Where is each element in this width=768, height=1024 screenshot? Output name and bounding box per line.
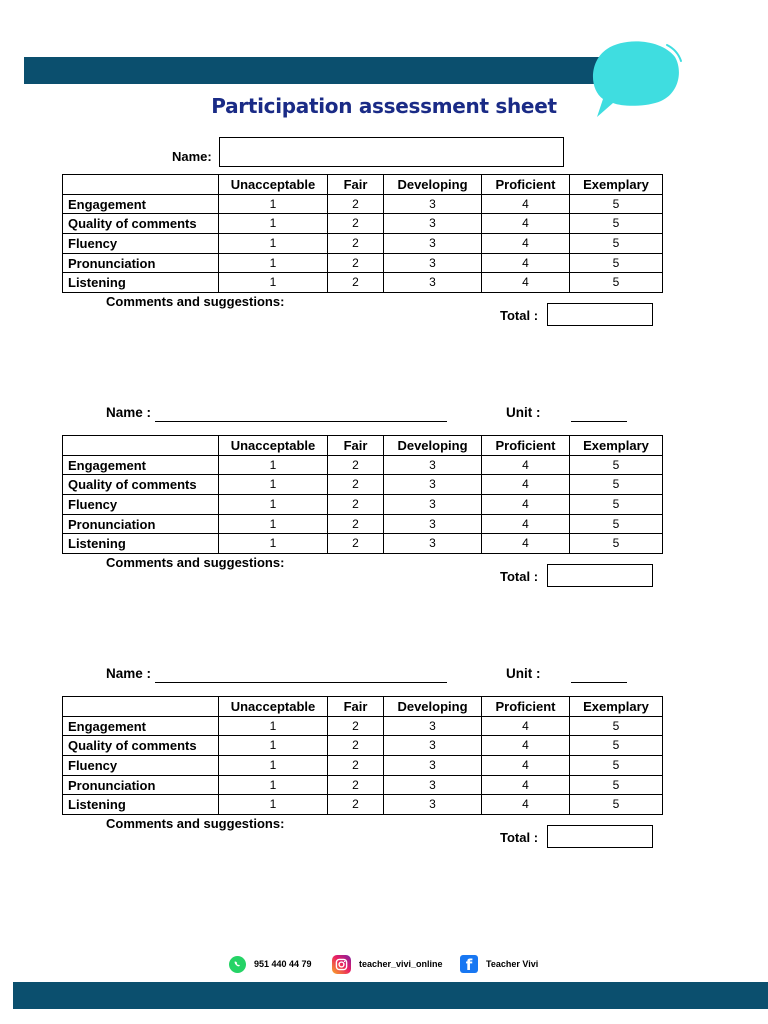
- score-cell[interactable]: 1: [219, 495, 328, 515]
- facebook-icon: f: [460, 955, 478, 973]
- header-bar: [24, 57, 665, 84]
- score-cell[interactable]: 4: [482, 234, 570, 254]
- facebook-name: Teacher Vivi: [486, 959, 539, 969]
- score-cell[interactable]: 5: [570, 534, 663, 554]
- score-cell[interactable]: 3: [384, 495, 482, 515]
- total-input-box[interactable]: [547, 825, 653, 848]
- header-cell: Proficient: [482, 175, 570, 195]
- score-cell[interactable]: 2: [328, 475, 384, 495]
- score-cell[interactable]: 1: [219, 534, 328, 554]
- instagram-handle: teacher_vivi_online: [359, 959, 443, 969]
- header-cell: Developing: [384, 175, 482, 195]
- table-row: [63, 475, 663, 495]
- table-row: [63, 495, 663, 515]
- score-cell[interactable]: 3: [384, 795, 482, 815]
- header-cell: Proficient: [482, 697, 570, 717]
- score-cell[interactable]: 5: [570, 736, 663, 756]
- header-cell: Exemplary: [570, 697, 663, 717]
- unit-label: Unit :: [506, 405, 541, 420]
- header-cell: Developing: [384, 697, 482, 717]
- score-cell[interactable]: 1: [219, 756, 328, 776]
- score-cell[interactable]: 1: [219, 234, 328, 254]
- score-cell[interactable]: 5: [570, 455, 663, 475]
- table-header-row: [63, 175, 663, 195]
- criterion-cell: Fluency: [63, 495, 219, 515]
- score-cell[interactable]: 3: [384, 534, 482, 554]
- criterion-cell: Engagement: [63, 194, 219, 214]
- table-row: [63, 795, 663, 815]
- score-cell[interactable]: 4: [482, 514, 570, 534]
- whatsapp-icon: [229, 956, 246, 973]
- score-cell[interactable]: 1: [219, 273, 328, 293]
- score-cell[interactable]: 4: [482, 534, 570, 554]
- score-cell[interactable]: 1: [219, 736, 328, 756]
- unit-underline[interactable]: [571, 682, 627, 683]
- score-cell[interactable]: 5: [570, 253, 663, 273]
- score-cell[interactable]: 4: [482, 795, 570, 815]
- score-cell[interactable]: 2: [328, 214, 384, 234]
- header-cell: Unacceptable: [219, 175, 328, 195]
- criterion-cell: Quality of comments: [63, 475, 219, 495]
- score-cell[interactable]: 3: [384, 194, 482, 214]
- table-row: [63, 214, 663, 234]
- score-cell[interactable]: 4: [482, 273, 570, 293]
- total-label: Total :: [500, 308, 539, 323]
- table-row: [63, 234, 663, 254]
- score-cell[interactable]: 4: [482, 775, 570, 795]
- score-cell[interactable]: 2: [328, 194, 384, 214]
- header-cell: Proficient: [482, 436, 570, 456]
- score-cell[interactable]: 4: [482, 214, 570, 234]
- table-row: [63, 716, 663, 736]
- score-cell[interactable]: 1: [219, 455, 328, 475]
- score-cell[interactable]: 2: [328, 514, 384, 534]
- score-cell[interactable]: 4: [482, 736, 570, 756]
- score-cell[interactable]: 1: [219, 194, 328, 214]
- header-cell: [63, 175, 219, 195]
- score-cell[interactable]: 3: [384, 514, 482, 534]
- score-cell[interactable]: 5: [570, 514, 663, 534]
- rubric-table-3: [62, 696, 663, 815]
- name-underline[interactable]: [155, 421, 447, 422]
- table-header-row: [63, 697, 663, 717]
- name-input-box-1[interactable]: [219, 137, 564, 167]
- score-cell[interactable]: 2: [328, 253, 384, 273]
- score-cell[interactable]: 5: [570, 495, 663, 515]
- total-input-box[interactable]: [547, 303, 653, 326]
- score-cell[interactable]: 3: [384, 756, 482, 776]
- table-row: [63, 736, 663, 756]
- criterion-cell: Quality of comments: [63, 214, 219, 234]
- header-cell: Unacceptable: [219, 436, 328, 456]
- score-cell[interactable]: 3: [384, 214, 482, 234]
- name-label-1: Name:: [172, 149, 212, 164]
- header-cell: Developing: [384, 436, 482, 456]
- score-cell[interactable]: 3: [384, 273, 482, 293]
- criterion-cell: Listening: [63, 273, 219, 293]
- score-cell[interactable]: 1: [219, 775, 328, 795]
- score-cell[interactable]: 2: [328, 534, 384, 554]
- score-cell[interactable]: 1: [219, 253, 328, 273]
- score-cell[interactable]: 3: [384, 736, 482, 756]
- total-label: Total :: [500, 830, 539, 845]
- score-cell[interactable]: 2: [328, 736, 384, 756]
- criterion-cell: Pronunciation: [63, 775, 219, 795]
- score-cell[interactable]: 3: [384, 775, 482, 795]
- table-row: [63, 756, 663, 776]
- comments-label: Comments and suggestions:: [106, 294, 285, 309]
- score-cell[interactable]: 4: [482, 756, 570, 776]
- score-cell[interactable]: 4: [482, 455, 570, 475]
- header-cell: [63, 436, 219, 456]
- score-cell[interactable]: 2: [328, 234, 384, 254]
- score-cell[interactable]: 3: [384, 234, 482, 254]
- footer-phone: [229, 954, 312, 974]
- score-cell[interactable]: 2: [328, 756, 384, 776]
- score-cell[interactable]: 4: [482, 495, 570, 515]
- header-cell: Fair: [328, 436, 384, 456]
- score-cell[interactable]: 1: [219, 214, 328, 234]
- table-row: [63, 455, 663, 475]
- footer-contacts: [0, 954, 768, 974]
- score-cell[interactable]: 5: [570, 716, 663, 736]
- table-row: [63, 194, 663, 214]
- table-row: [63, 253, 663, 273]
- header-cell: [63, 697, 219, 717]
- score-cell[interactable]: 4: [482, 194, 570, 214]
- criterion-cell: Listening: [63, 795, 219, 815]
- footer-instagram: [332, 954, 443, 974]
- name-label: Name :: [106, 405, 152, 420]
- table-row: [63, 534, 663, 554]
- header-cell: Fair: [328, 175, 384, 195]
- header-cell: Exemplary: [570, 436, 663, 456]
- score-cell[interactable]: 5: [570, 214, 663, 234]
- name-label: Name :: [106, 666, 152, 681]
- score-cell[interactable]: 5: [570, 756, 663, 776]
- score-cell[interactable]: 3: [384, 716, 482, 736]
- unit-label: Unit :: [506, 666, 541, 681]
- criterion-cell: Listening: [63, 534, 219, 554]
- footer-bar: [13, 982, 768, 1009]
- score-cell[interactable]: 4: [482, 716, 570, 736]
- table-row: [63, 514, 663, 534]
- score-cell[interactable]: 5: [570, 194, 663, 214]
- phone-number: 951 440 44 79: [254, 959, 312, 969]
- criterion-cell: Pronunciation: [63, 514, 219, 534]
- header-cell: Fair: [328, 697, 384, 717]
- criterion-cell: Quality of comments: [63, 736, 219, 756]
- score-cell[interactable]: 1: [219, 514, 328, 534]
- rubric-table-2: [62, 435, 663, 554]
- table-header-row: [63, 436, 663, 456]
- score-cell[interactable]: 3: [384, 455, 482, 475]
- score-cell[interactable]: 2: [328, 795, 384, 815]
- header-cell: Unacceptable: [219, 697, 328, 717]
- rubric-table-1: [62, 174, 663, 293]
- score-cell[interactable]: 2: [328, 716, 384, 736]
- score-cell[interactable]: 4: [482, 475, 570, 495]
- footer-facebook: [460, 954, 538, 974]
- score-cell[interactable]: 4: [482, 253, 570, 273]
- comments-label: Comments and suggestions:: [106, 816, 285, 831]
- table-row: [63, 273, 663, 293]
- header-cell: Exemplary: [570, 175, 663, 195]
- criterion-cell: Engagement: [63, 455, 219, 475]
- criterion-cell: Pronunciation: [63, 253, 219, 273]
- score-cell[interactable]: 2: [328, 495, 384, 515]
- criterion-cell: Engagement: [63, 716, 219, 736]
- score-cell[interactable]: 1: [219, 475, 328, 495]
- score-cell[interactable]: 5: [570, 234, 663, 254]
- score-cell[interactable]: 1: [219, 795, 328, 815]
- total-input-box[interactable]: [547, 564, 653, 587]
- criterion-cell: Fluency: [63, 234, 219, 254]
- score-cell[interactable]: 3: [384, 475, 482, 495]
- name-underline[interactable]: [155, 682, 447, 683]
- score-cell[interactable]: 3: [384, 253, 482, 273]
- total-label: Total :: [500, 569, 539, 584]
- comments-label: Comments and suggestions:: [106, 555, 285, 570]
- score-cell[interactable]: 5: [570, 475, 663, 495]
- criterion-cell: Fluency: [63, 756, 219, 776]
- score-cell[interactable]: 5: [570, 795, 663, 815]
- score-cell[interactable]: 5: [570, 273, 663, 293]
- score-cell[interactable]: 2: [328, 455, 384, 475]
- instagram-icon: [332, 955, 351, 974]
- page-title: Participation assessment sheet: [211, 94, 557, 118]
- unit-underline[interactable]: [571, 421, 627, 422]
- table-row: [63, 775, 663, 795]
- score-cell[interactable]: 2: [328, 273, 384, 293]
- score-cell[interactable]: 1: [219, 716, 328, 736]
- score-cell[interactable]: 5: [570, 775, 663, 795]
- score-cell[interactable]: 2: [328, 775, 384, 795]
